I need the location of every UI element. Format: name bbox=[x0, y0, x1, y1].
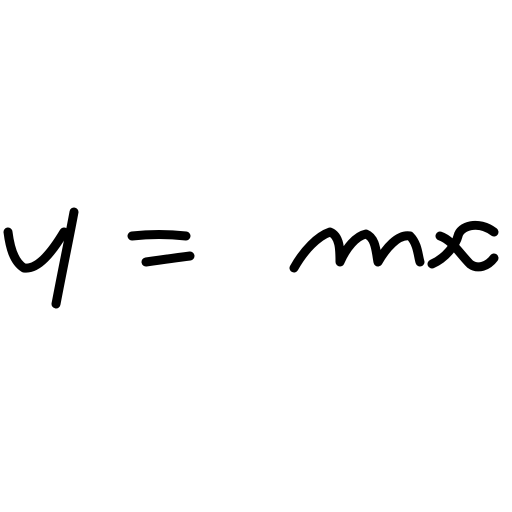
equals-top-bar bbox=[132, 235, 186, 237]
y-left-stroke bbox=[8, 232, 64, 268]
glyph-y bbox=[8, 212, 74, 304]
glyph-x bbox=[432, 225, 494, 267]
m-stroke bbox=[294, 232, 420, 268]
glyph-m bbox=[294, 232, 420, 268]
glyph-equals bbox=[132, 235, 190, 263]
y-tail-stroke bbox=[56, 212, 74, 304]
equals-bottom-bar bbox=[146, 256, 190, 262]
